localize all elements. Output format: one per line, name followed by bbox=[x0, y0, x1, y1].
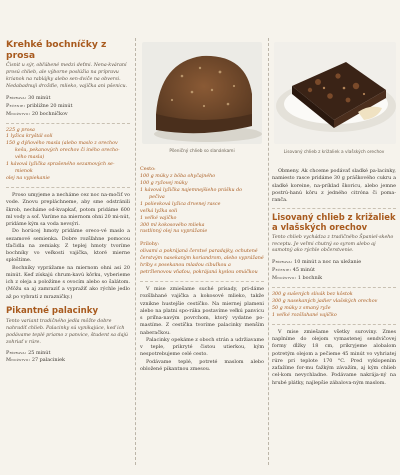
recipe2-title: Pikantné palacinky bbox=[6, 305, 99, 316]
recipe1-body: Proso umyjeme a necháme cez noc na-močiť vo vode. Znovu prepláchneme, aby sme odstránili škrob, necháme od-kvapkať, potom pridáme 600 ml vody a soľ. Varíme na miernom ohni 20 mi-nút, pridáme kým sa voda nevsýri. Do horúcej hmoty pridáme oreco-vé maslo a sezamové semienka. Dobre rozšľahne pomocou tľačidla na zemiaky. Z teplej hmoty tvoríme bochníky vo veľkosti vajíčka, ktoré mierne sploštíme. Bochníky vyprážame na miernom ohni asi 20 minút. Keď získajú chrum-kavú kôrku, vyberieme ich z oleja a položíme s ovocím alebo so šalátom. (Môžu sa aj zamraziť a vypražiť ako rýchle jedlo až po vybratí z mrazničky.) bbox=[6, 192, 130, 300]
recipe3-bake: Pečenie: 45 minút bbox=[272, 267, 316, 274]
recipe3-title: Lisovaný chlieb z križaliek a vlašských orechov bbox=[272, 212, 396, 232]
dough-ingredients: 100 g múky z bôba ohyčajného 100 g ryžovej múky 1 kávová lyžička najemnejšieho prášku do pečiva 1 polievková lyžica drvenej rasce veľká lyžka soli 1 veľké vajíčko 300 ml kokosového mlieka rastlinný olej na vyprážanie bbox=[140, 173, 243, 235]
column-divider bbox=[268, 38, 269, 465]
filling-text: olivami a pokrájaná čerstvé paradajky, ochutené čerstvým nasekaným koriandrom, alebo vyprážané hríby s posekanou mladou cibuľkou a petržlenovou vňaťou, pokrájaná kyslou omáčkou bbox=[140, 249, 264, 276]
divider bbox=[272, 208, 396, 209]
recipe1-qty: Množstvo: 20 bochníčkov bbox=[6, 110, 68, 117]
divider bbox=[272, 324, 396, 325]
divider bbox=[6, 187, 130, 188]
variations-text: Obmeny. Ak chceme podávať sladké pa-lacinky, namiesto rasce pridáme 30 g práškového cukru a sladké koreine, na-príklad škoricu, alebo jemne postrú-hanú kôru z jedného citróna či poma-ranča. bbox=[272, 168, 396, 203]
fruit-bread-photo-caption: Lisovaný chlieb z križaliek a vlašských orechov bbox=[283, 150, 385, 155]
divider bbox=[6, 123, 130, 124]
recipe3-body: V mise zmiešame všetky suroviny. Zmes naplníme do olejom vymastenej sendvičovej formy dĺžky 18 cm, prikryjeme alobalom potretým olejom a pečieme 45 minút vo vyhriatej rúre pri teplote 170 °C. Pred vyklopením zaťažíme for-mu ťažkým závažím, aj kým chlieb cel-kom nevychladne. Podávame nakrája-ný na hrubé plátky, najlepšie zábalova-ným maslom. bbox=[272, 328, 396, 386]
fruit-bread-photo bbox=[274, 42, 396, 144]
column-divider bbox=[135, 38, 136, 465]
divider bbox=[140, 281, 264, 282]
recipe3-ingredients: 300 g sušených slivák bez kôstok 300 g nasekaných jadier vlašských orechov 50 g múky z smaný ryže 1 veľké rozšľahané vajíčko bbox=[272, 291, 378, 318]
bread-photo bbox=[142, 42, 262, 144]
recipe2-intro: Tento variant tradičného jedla môžte dobre nahradiť chlieb. Palacinky sú vynikajúce, keď ich podávame teplé priamo z panvice, študent sa dajú zohriať v rúre. bbox=[6, 318, 128, 345]
recipe3-prep: Príprava: 10 minút a noc na uležanie bbox=[272, 259, 362, 266]
recipe3-qty: Množstvo: 1 bochník bbox=[272, 275, 323, 282]
column-left bbox=[6, 0, 130, 365]
divider bbox=[272, 287, 396, 288]
recipe1-title: Krehké bochníčky z prosa bbox=[6, 39, 107, 61]
bread-photo-caption: Pšeničný chlieb so slanánkami bbox=[169, 149, 235, 154]
recipe3-intro: Tento chlieb vychádza z tradičného Španiel-skeho receptu. Je veľmi chutný so syrom alebo aj samotný ako rýchle občerstvenie. bbox=[272, 234, 394, 254]
middle-body: V mise zmiešame suché prísady, pri-dáme rozšľahané vajíčka a kokosové mlieko, takže vznikne hustejšie cestíčko. Na miernej plameni alebo na platni spo-rákа postavíme veľkú panvicu s priľna-navým povrchom, ktorý vydatne po-mastíme. Z cestíčka tvoríme palacinky menším naberačkou. Palacinky opekáme z oboch strán a udržiavame v teple, prikryté čistou utierkou, kým nespotrebujeme celé cesto. Podávame teplé, potreté maslom alebo obložené pikantnou zmesou. bbox=[140, 286, 264, 372]
column-middle bbox=[140, 166, 264, 373]
dough-label: Cesto: bbox=[140, 166, 156, 172]
column-right bbox=[272, 168, 396, 387]
recipe2-qty: Množstvo: 27 palaciniek bbox=[6, 357, 66, 364]
recipe1-intro: Čisnit u sýr, obľúbené medzi deťmi. Nena-kváraní prosú chlieb, ale výborne poslúžia na prípravu krianok na rablájky alebo sen-dviče na obversi. Nedabadnuji drožďie, mlieko, vajíčka ani pšenicu. bbox=[6, 63, 128, 90]
recipe1-prep: Príprava: 30 minút bbox=[6, 94, 51, 101]
recipe1-ingredients: 225 g prosa 1 lyžica kryštál soli 150 g dýňového masla (alebo maslo z orechov kešu, pekanových orechov či iného orecho- vého masla) 1 kávová lyžička sprašeného sezamových se- mienok olej na vypiekanie bbox=[6, 127, 120, 182]
filling-label: Prílohy: bbox=[140, 241, 160, 248]
recipe2-prep: Príprava: 25 minút bbox=[6, 349, 51, 356]
recipe1-bake: Pečenie: približne 20 minút bbox=[6, 102, 73, 109]
